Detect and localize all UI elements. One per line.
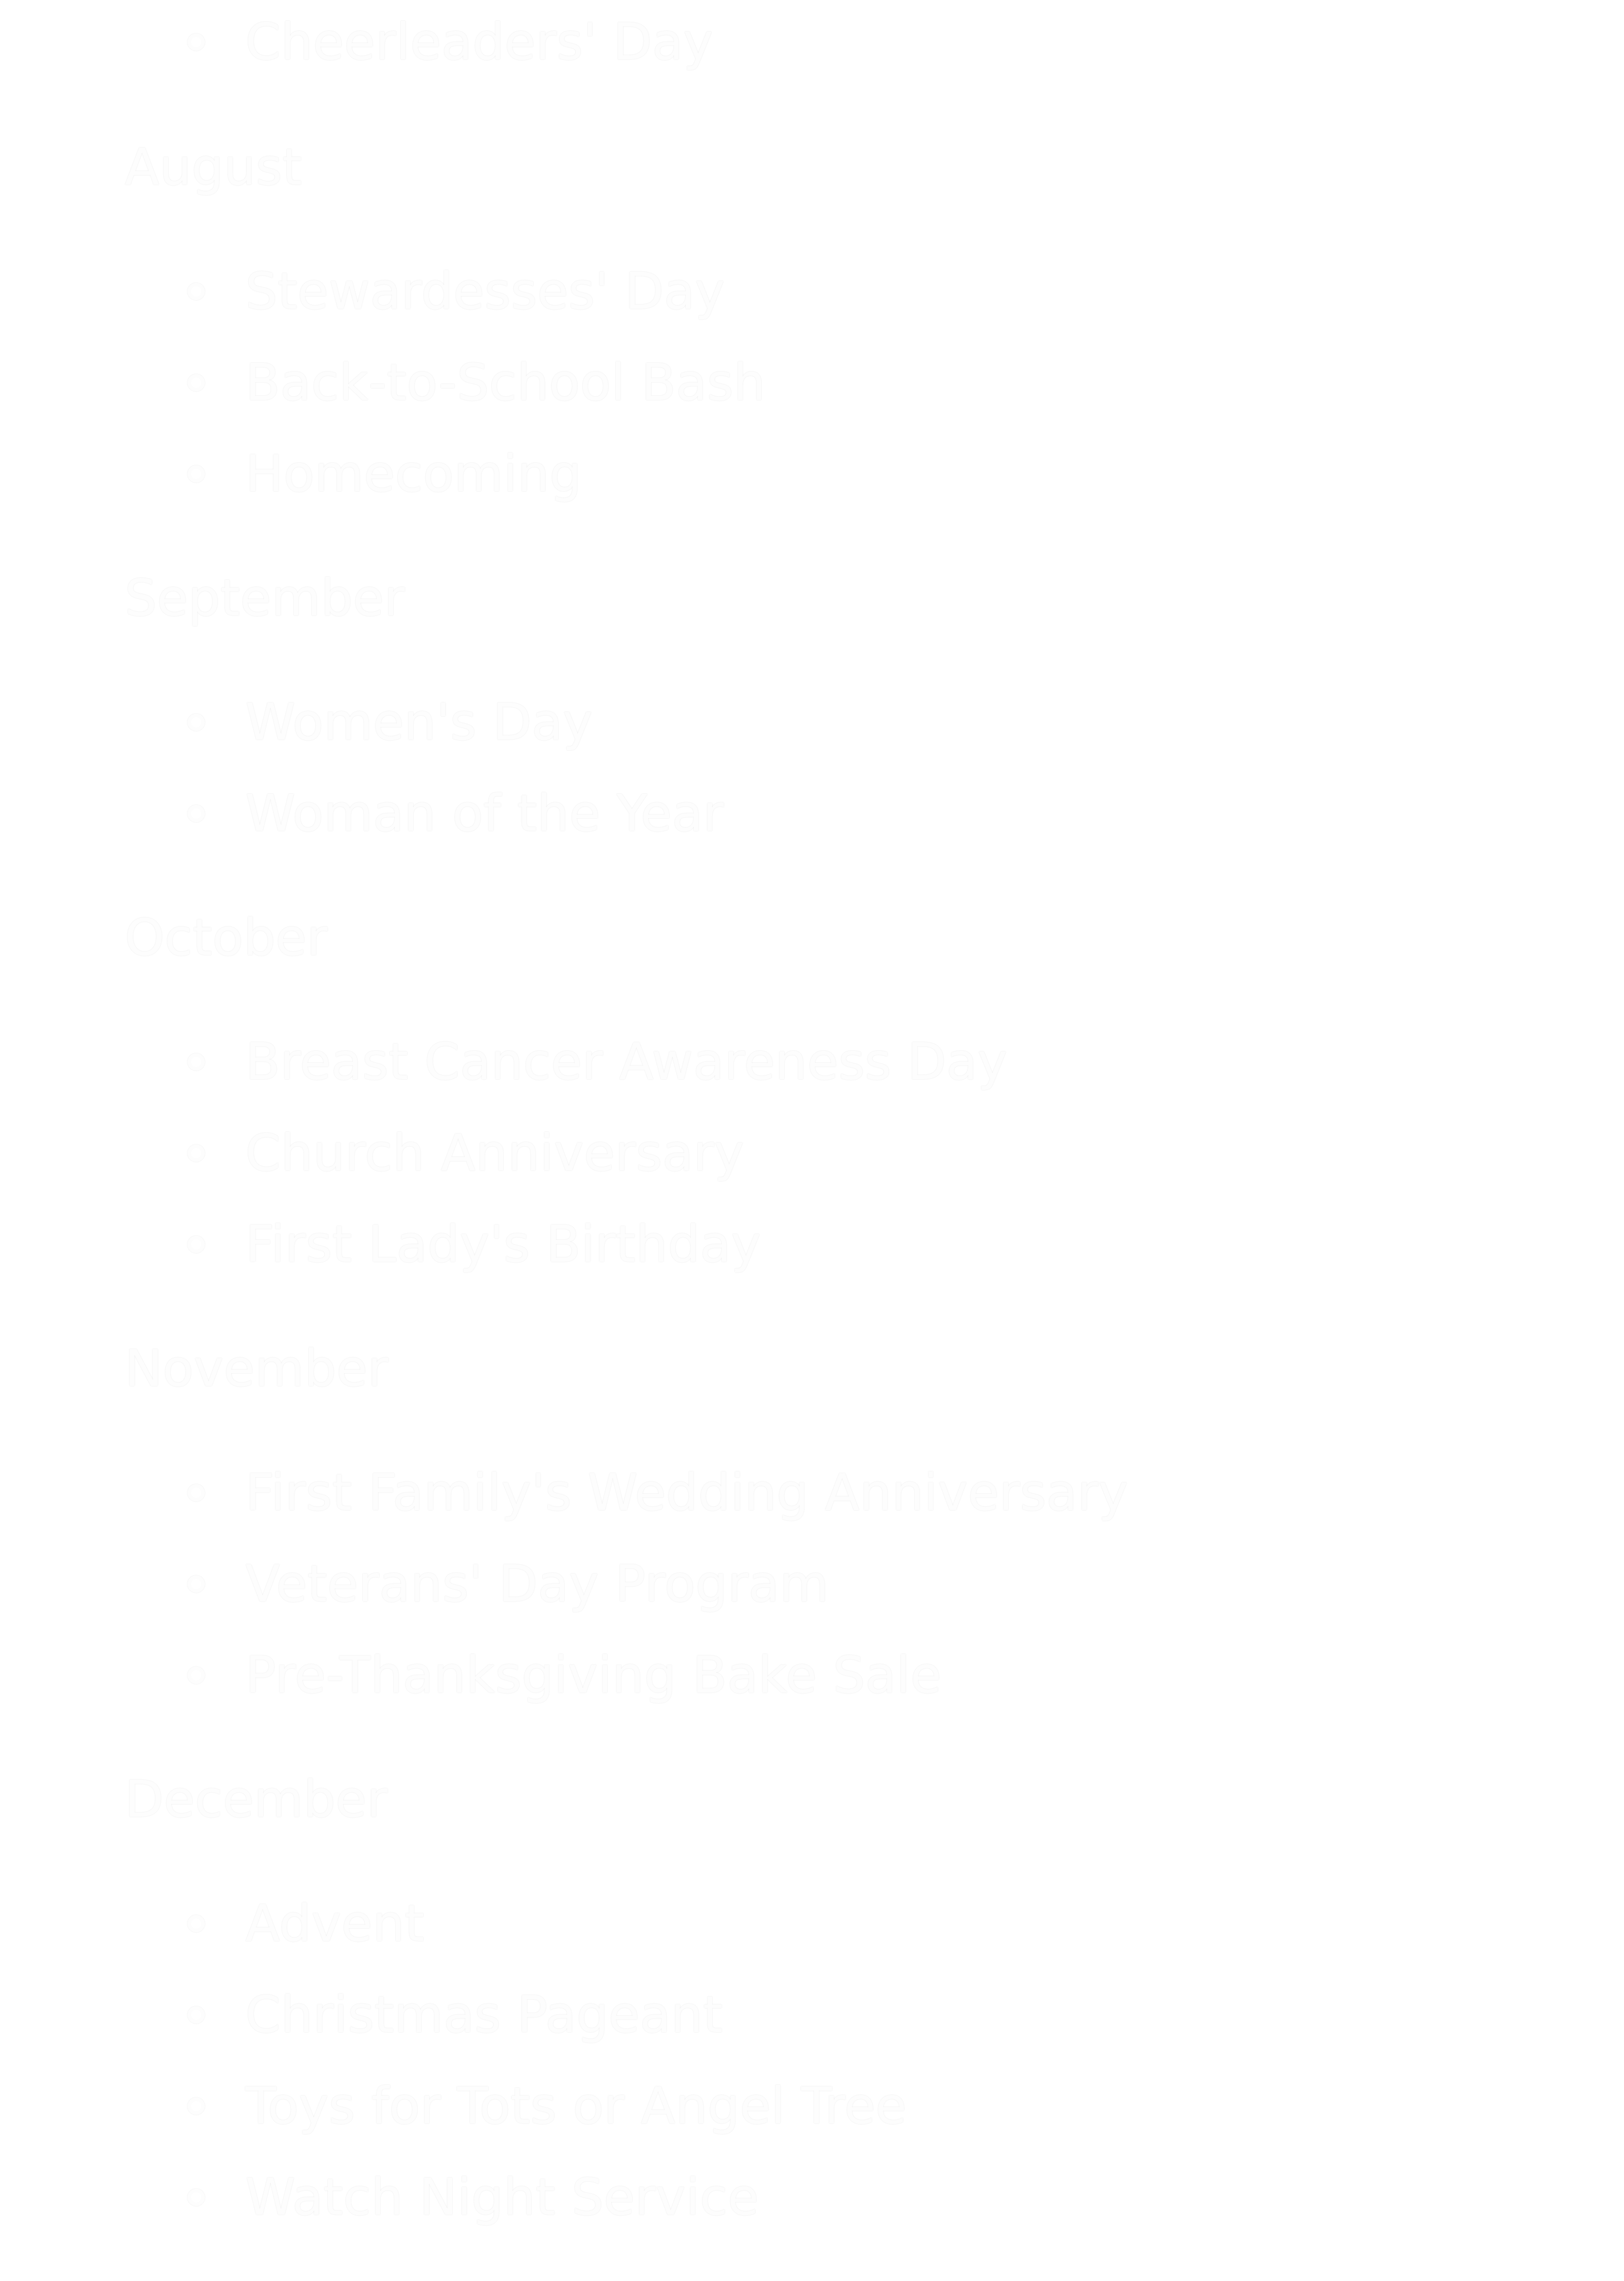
hollow-bullet-icon xyxy=(188,1236,205,1253)
list-item xyxy=(188,694,593,750)
hollow-bullet-icon xyxy=(188,1915,205,1932)
list-item-label: Pre-Thanksgiving Bake Sale xyxy=(245,1645,942,1705)
hollow-bullet-icon xyxy=(188,2189,205,2206)
list-item xyxy=(188,2169,759,2225)
hollow-bullet-icon xyxy=(188,1484,205,1501)
hollow-bullet-icon xyxy=(188,283,205,300)
month-heading-august: August xyxy=(125,137,302,197)
list-item-label: Back-to-School Bash xyxy=(245,353,766,412)
hollow-bullet-icon xyxy=(188,1667,205,1684)
list-item xyxy=(188,1556,829,1612)
list-item-label: Stewardesses' Day xyxy=(245,262,725,321)
hollow-bullet-icon xyxy=(188,374,205,391)
hollow-bullet-icon xyxy=(188,1575,205,1593)
month-heading-november: November xyxy=(125,1339,389,1398)
list-item-label: Watch Night Service xyxy=(245,2167,759,2227)
list-item-label: Toys for Tots or Angel Tree xyxy=(245,2076,907,2136)
hollow-bullet-icon xyxy=(188,1053,205,1071)
list-item-label: Cheerleaders' Day xyxy=(245,12,713,71)
hollow-bullet-icon xyxy=(188,714,205,731)
list-item-label: Veterans' Day Program xyxy=(245,1554,829,1613)
list-item-label: First Family's Wedding Anniversary xyxy=(245,1463,1128,1522)
month-heading-october: October xyxy=(125,908,328,967)
hollow-bullet-icon xyxy=(188,2098,205,2115)
list-item xyxy=(188,2078,907,2134)
month-heading-september: September xyxy=(125,568,405,628)
list-item xyxy=(188,14,713,70)
hollow-bullet-icon xyxy=(188,805,205,822)
list-item xyxy=(188,355,765,411)
list-item xyxy=(188,1987,723,2043)
list-item-label: First Lady's Birthday xyxy=(245,1215,761,1274)
month-heading-december: December xyxy=(125,1770,388,1829)
list-item xyxy=(188,1896,424,1952)
list-item xyxy=(188,1125,744,1181)
list-item-label: Advent xyxy=(245,1894,425,1953)
list-item xyxy=(188,1465,1128,1521)
list-item xyxy=(188,264,725,319)
hollow-bullet-icon xyxy=(188,2006,205,2024)
list-item-label: Christmas Pageant xyxy=(245,1985,723,2044)
list-item xyxy=(188,786,724,841)
list-item-label: Breast Cancer Awareness Day xyxy=(245,1032,1008,1091)
list-item xyxy=(188,446,582,502)
list-item xyxy=(188,1217,761,1272)
list-item-label: Homecoming xyxy=(245,444,582,503)
hollow-bullet-icon xyxy=(188,33,205,51)
list-item xyxy=(188,1034,1008,1090)
list-item-label: Church Anniversary xyxy=(245,1123,745,1183)
hollow-bullet-icon xyxy=(188,1145,205,1162)
list-item xyxy=(188,1647,942,1703)
hollow-bullet-icon xyxy=(188,465,205,483)
list-item-label: Women's Day xyxy=(245,692,593,752)
list-item-label: Woman of the Year xyxy=(245,784,724,843)
